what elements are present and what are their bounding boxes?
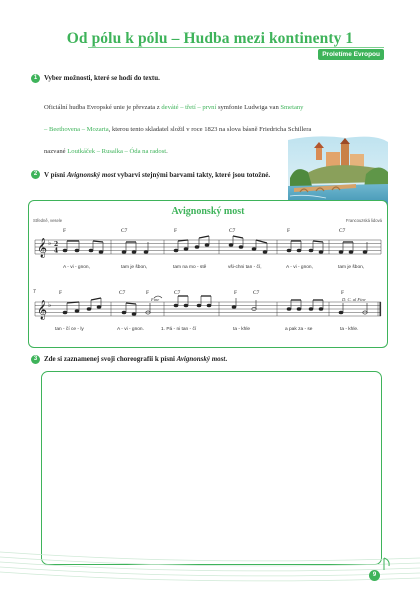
page-title: Od pólu k pólu – Hudba mezi kontinenty 1: [66, 30, 354, 47]
chord-symbol: C7: [121, 228, 128, 234]
section-badge: Proletíme Evropou: [318, 49, 384, 60]
chord-symbol: F: [63, 228, 66, 234]
task-number-3: 3: [31, 355, 40, 364]
chord-symbol: F: [234, 290, 237, 296]
chord-symbol: F: [174, 228, 177, 234]
music-staves: [29, 201, 387, 347]
svg-text:𝄞: 𝄞: [37, 238, 48, 258]
lyric-measure-6: tam je šbon,: [338, 265, 365, 270]
task-1-line-1: Oficiální hudba Evropské unie je převzata z deváté – třetí – první symfonie Ludwiga van Smetany: [44, 104, 304, 111]
lyric-measure-11: a pak za - se: [285, 327, 313, 332]
lyric-measure-2: tam je šbon,: [121, 265, 148, 270]
task-1-line-3: nazvané Loutkáček – Rusalka – Óda na radost.: [44, 148, 168, 155]
title-underline: [88, 47, 384, 48]
chord-symbol: C7: [174, 290, 181, 296]
lyric-measure-7: tan - čí ce - ly: [55, 327, 84, 332]
chord-symbol: C7: [339, 228, 346, 234]
lyric-measure-4: vši-chni tan - čí,: [228, 265, 262, 270]
measure-number: 7: [33, 289, 36, 295]
svg-text:2: 2: [54, 241, 59, 248]
page-number: 9: [369, 570, 380, 581]
song-origin: Francouzská lidová: [345, 218, 382, 223]
answer-options-symphony[interactable]: deváté – třetí – první: [161, 104, 217, 111]
task-1-instruction: Vyber možnosti, které se hodí do textu.: [44, 74, 160, 82]
lyric-measure-1: A - vi - gnon,: [63, 265, 90, 270]
lyric-measure-3: tam na mo - stě: [173, 265, 207, 270]
decorative-staff-lines: [0, 540, 420, 600]
task-1-line-2: – Beethovena – Mozarta, kterou tento skladatel složil v roce 1823 na slova básně Friedricha Schillera: [44, 126, 312, 133]
chord-symbol: C7: [119, 290, 126, 296]
answer-options-composer[interactable]: – Beethovena – Mozarta: [44, 126, 109, 133]
sheet-music-panel[interactable]: [28, 200, 388, 348]
svg-text:♭: ♭: [48, 301, 52, 309]
chord-symbol: C7: [229, 228, 236, 234]
chord-symbol: F: [146, 290, 149, 296]
svg-text:4: 4: [54, 247, 59, 255]
task-number-2: 2: [31, 170, 40, 179]
lyric-measure-10: ta - khle: [233, 327, 251, 332]
answer-options-poem[interactable]: Loutkáček – Rusalka – Óda na radost: [67, 148, 167, 155]
lyric-measure-12: ta - khle.: [340, 327, 359, 332]
task-number-1: 1: [31, 74, 40, 83]
task-3-instruction: Zde si zaznamenej svoji choreografii k písni Avignonský most.: [44, 355, 228, 363]
answer-option-smetany[interactable]: Smetany: [280, 104, 304, 111]
song-title: Avignonský most: [171, 206, 245, 217]
lyric-measure-5: A - vi - gnon,: [286, 265, 313, 270]
tempo-marking: Středně, vesele: [33, 218, 63, 223]
chord-symbol: F: [59, 290, 62, 296]
svg-text:♭: ♭: [48, 239, 52, 247]
choreography-answer-box[interactable]: [41, 371, 382, 565]
lyric-measure-9: 1. Pá - ni tan - čí: [161, 327, 197, 332]
lyric-measure-8: A - vi - gnon.: [117, 327, 144, 332]
chord-symbol: C7: [253, 290, 260, 296]
chord-symbol: F: [287, 228, 290, 234]
fine-marking: Fine: [151, 297, 160, 302]
task-2-instruction: V písni Avignonský most vybarvi stejnými barvami takty, které jsou totožné.: [44, 171, 271, 179]
svg-text:𝄞: 𝄞: [37, 300, 48, 320]
dc-al-fine-marking: D. C. al Fine: [342, 297, 366, 302]
chord-symbol: F: [341, 290, 344, 296]
